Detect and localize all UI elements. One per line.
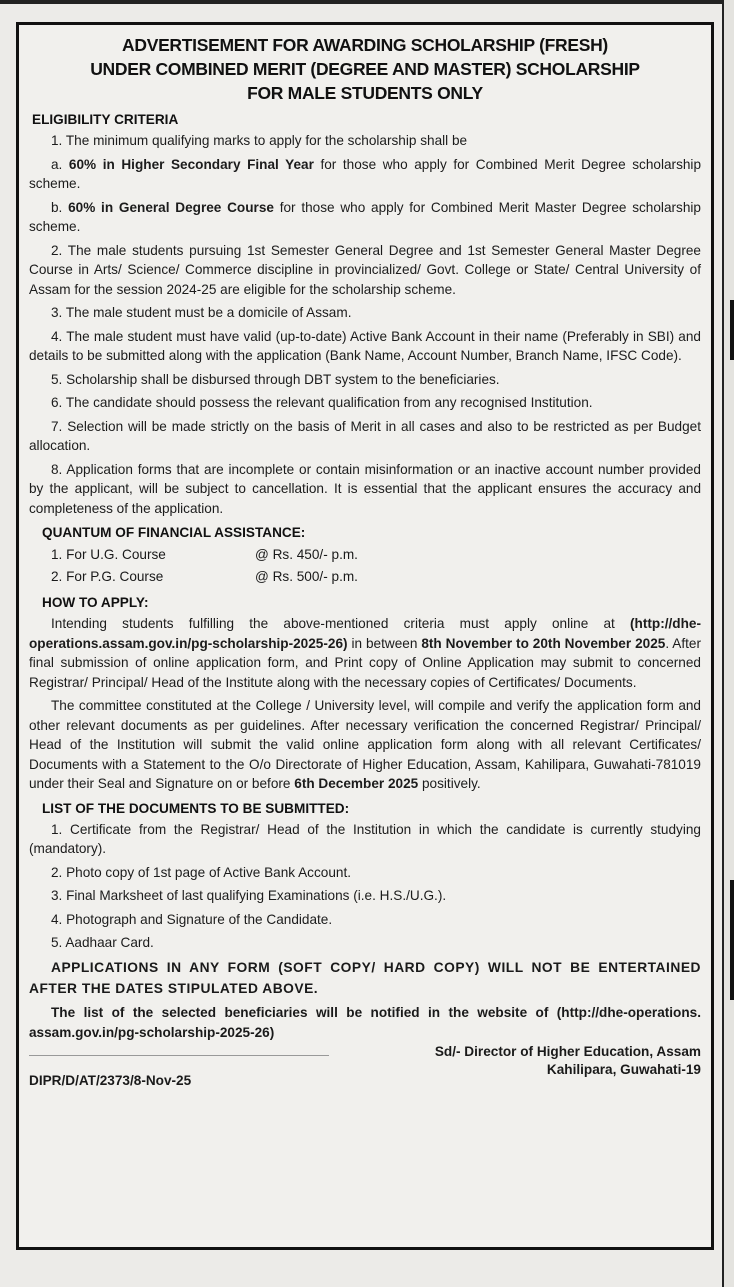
- text: . After final submission of online application form, and Print copy of Online Application may submit to concerned Registrar/ Principal/ Head of the Institute along with the necessary copies of Certificates/ Documents.: [29, 635, 701, 690]
- deadline-warning: APPLICATIONS IN ANY FORM (SOFT COPY/ HARD COPY) WILL NOT BE ENTERTAINED AFTER THE DATES STIPULATED ABOVE.: [29, 959, 701, 996]
- quantum-heading: QUANTUM OF FINANCIAL ASSISTANCE:: [42, 525, 306, 540]
- document-item: 3. Final Marksheet of last qualifying Examinations (i.e. H.S./U.G.).: [51, 888, 447, 903]
- submission-deadline: 6th December 2025: [294, 776, 419, 791]
- adjacent-column-block: [730, 300, 734, 360]
- title-line-2: UNDER COMBINED MERIT (DEGREE AND MASTER) SCHOLARSHIP: [90, 59, 640, 79]
- quantum-row-ug: [51, 544, 701, 566]
- document-item: 4. Photograph and Signature of the Candidate.: [51, 911, 333, 927]
- eligibility-heading: ELIGIBILITY CRITERIA: [32, 112, 179, 127]
- eligibility-item-1: 1. The minimum qualifying marks to apply for the scholarship shall be: [51, 133, 468, 148]
- course-label: 2. For P.G. Course: [51, 569, 164, 584]
- how-to-apply-paragraph-2: [29, 696, 701, 794]
- title-line-3: FOR MALE STUDENTS ONLY: [247, 83, 483, 103]
- footer-rule: [29, 1055, 329, 1056]
- paper-top-rule: [0, 0, 734, 4]
- eligibility-item-6: 6. The candidate should possess the relevant qualification from any recognised Institution.: [51, 395, 593, 410]
- item-prefix: a.: [51, 156, 69, 172]
- item-prefix: b.: [51, 199, 69, 215]
- ad-title: [29, 33, 701, 105]
- how-to-apply-heading: HOW TO APPLY:: [42, 595, 149, 610]
- text: positively.: [418, 776, 481, 791]
- signatory: Sd/- Director of Higher Education, Assam: [434, 1043, 701, 1059]
- eligibility-item-3: 3. The male student must be a domicile of Assam.: [51, 305, 352, 320]
- course-amount: @ Rs. 450/- p.m.: [255, 547, 358, 562]
- scholarship-advertisement: [16, 22, 714, 1250]
- qualifying-marks-hs: 60% in Higher Secondary Final Year: [68, 156, 314, 172]
- application-dates: 8th November to 20th November 2025: [421, 635, 666, 651]
- ad-footer: [29, 1043, 701, 1103]
- documents-heading: LIST OF THE DOCUMENTS TO BE SUBMITTED:: [42, 800, 350, 816]
- eligibility-item-7: 7. Selection will be made strictly on the basis of Merit in all cases and also to be restricted as per Budget allocation.: [29, 418, 701, 453]
- eligibility-item-2: 2. The male students pursuing 1st Semester General Degree and 1st Semester General Master Degree Course in Arts/ Science/ Commerce discipline in provincialized/ Govt. College or State/ Central University of Assam for the session 2024-25 are eligible for the scholarship scheme.: [29, 242, 701, 297]
- document-item: 1. Certificate from the Registrar/ Head of the Institution in which the candidate is currently studying (mandatory).: [29, 821, 701, 856]
- eligibility-item-1a: [29, 155, 701, 194]
- adjacent-column-edge: [722, 0, 734, 1287]
- dipr-reference: DIPR/D/AT/2373/8-Nov-25: [29, 1072, 192, 1088]
- document-item: 5. Aadhaar Card.: [51, 935, 154, 950]
- eligibility-item-4: 4. The male student must have valid (up-to-date) Active Bank Account in their name (Preferably in SBI) and details to be submitted along with the application (Bank Name, Account Number, Branch Name, IFSC Code).: [29, 328, 701, 363]
- eligibility-item-8: 8. Application forms that are incomplete or contain misinformation or an inactive account number provided by the applicant, will be subject to cancellation. It is essential that the applicant ensures the accuracy and completeness of the application.: [29, 461, 701, 516]
- text: Intending students fulfilling the above-mentioned criteria must apply online at: [51, 616, 631, 631]
- signatory-address: Kahilipara, Guwahati-19: [546, 1061, 701, 1077]
- text: in between: [347, 635, 422, 651]
- item-text: for those who apply for Combined Merit Degree scholarship scheme.: [29, 156, 702, 191]
- item-text: for those who apply for Combined Merit Master Degree scholarship scheme.: [29, 199, 701, 234]
- how-to-apply-paragraph-1: [29, 614, 701, 692]
- course-label: 1. For U.G. Course: [51, 547, 166, 562]
- beneficiary-notice: The list of the selected beneficiaries will be notified in the website of (http://dhe-operations. assam.gov.in/pg-scholarship-2025-26): [29, 1004, 701, 1040]
- eligibility-item-5: 5. Scholarship shall be disbursed through DBT system to the beneficiaries.: [51, 371, 500, 387]
- quantum-row-pg: [51, 566, 701, 588]
- text: The committee constituted at the College / University level, will compile and verify the application form and other relevant documents as per guidelines. After necessary verification the concerned Registrar/ Principal/ Head of the Institution will submit the valid online application form along with all relevant Certificates/ Documents with a Statement to the O/o Directorate of Higher Education, Assam, Kahilipara, Guwahati-781019 under their Seal and Signature on or before: [29, 698, 701, 791]
- signature-block: [435, 1043, 701, 1079]
- course-amount: @ Rs. 500/- p.m.: [255, 569, 358, 584]
- document-item: 2. Photo copy of 1st page of Active Bank Account.: [51, 864, 352, 880]
- eligibility-item-1b: [29, 198, 701, 237]
- title-line-1: ADVERTISEMENT FOR AWARDING SCHOLARSHIP (FRESH): [122, 35, 608, 55]
- application-url[interactable]: (http://dhe-operations.assam.gov.in/pg-scholarship-2025-26): [29, 616, 701, 651]
- qualifying-marks-degree: 60% in General Degree Course: [68, 199, 274, 215]
- adjacent-column-block: [730, 880, 734, 1000]
